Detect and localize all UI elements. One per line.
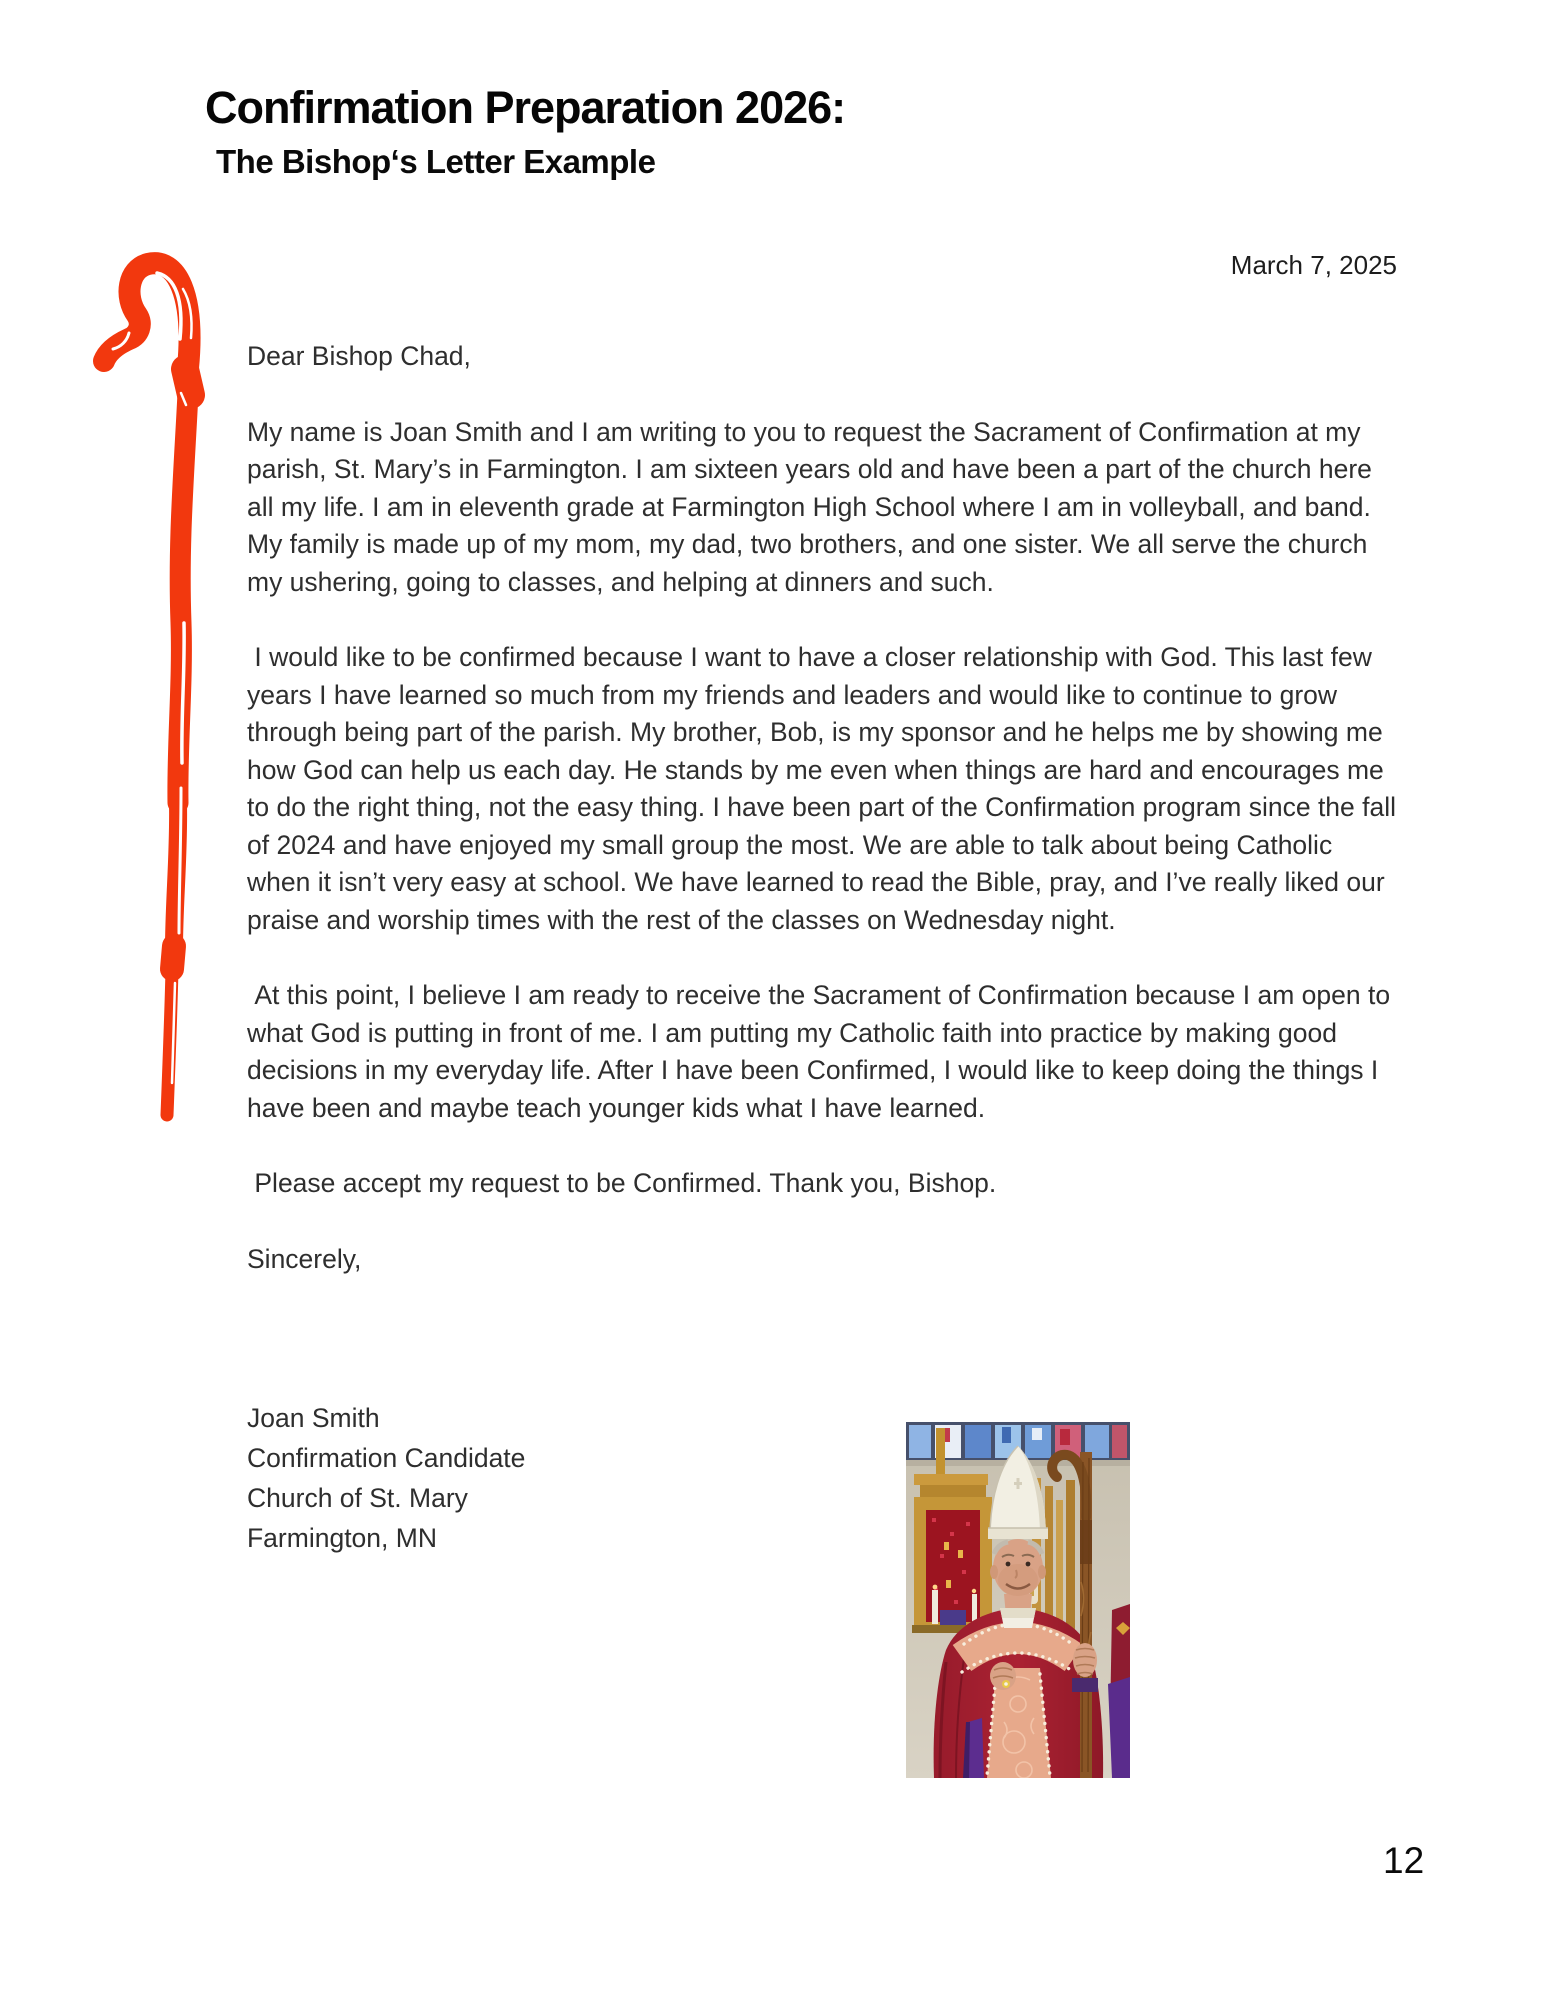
page-subtitle: The Bishop‘s Letter Example (216, 143, 656, 180)
bishop-photo-svg (906, 1422, 1130, 1778)
signature-church: Church of St. Mary (247, 1483, 468, 1513)
crosier-svg (85, 243, 245, 1133)
letter-closing: Sincerely, (247, 1243, 362, 1274)
signature-city: Farmington, MN (247, 1523, 437, 1553)
page-number: 12 (1383, 1840, 1425, 1881)
signature-block (247, 1398, 1402, 1558)
letter-body (247, 338, 1402, 1558)
letter-paragraph: My name is Joan Smith and I am writing to you to request the Sacrament of Confirmation at my parish, St. Mary’s in Farmington. I am sixteen years old and have been a part of the church here all my life. I am in eleventh grade at Farmington High School where I am in volleyball, and band. My family is made up of my mom, my dad, two brothers, and one sister. We all serve the church my ushering, going to classes, and helping at dinners and such. (247, 416, 1380, 597)
page-title: Confirmation Preparation 2026: (205, 82, 846, 133)
letter-date: March 7, 2025 (1230, 250, 1397, 280)
bishop-photo (906, 1422, 1130, 1778)
signature-name: Joan Smith (247, 1403, 380, 1433)
letter-paragraph: Please accept my request to be Confirmed. Thank you, Bishop. (247, 1168, 997, 1198)
letter-paragraph: At this point, I believe I am ready to receive the Sacrament of Confirmation because I am open to what God is putting in front of me. I am putting my Catholic faith into practice by making good decisions in my everyday life. After I have been Confirmed, I would like to keep doing the things I have been and maybe teach younger kids what I have learned. (247, 980, 1398, 1123)
crosier-illustration-icon (85, 243, 245, 1133)
signature-role: Confirmation Candidate (247, 1443, 526, 1473)
letter-salutation: Dear Bishop Chad, (247, 341, 471, 371)
letter-paragraph: I would like to be confirmed because I want to have a closer relationship with God. This last few years I have learned so much from my friends and leaders and would like to continue to grow through being part of the parish. My brother, Bob, is my sponsor and he helps me by showing me how God can help us each day. He stands by me even when things are hard and encourages me to do the right thing, not the easy thing. I have been part of the Confirmation program since the fall of 2024 and have enjoyed my small group the most. We are able to talk about being Catholic when it isn’t very easy at school. We have learned to read the Bible, pray, and I’ve really liked our praise and worship times with the rest of the classes on Wednesday night. (247, 642, 1404, 935)
